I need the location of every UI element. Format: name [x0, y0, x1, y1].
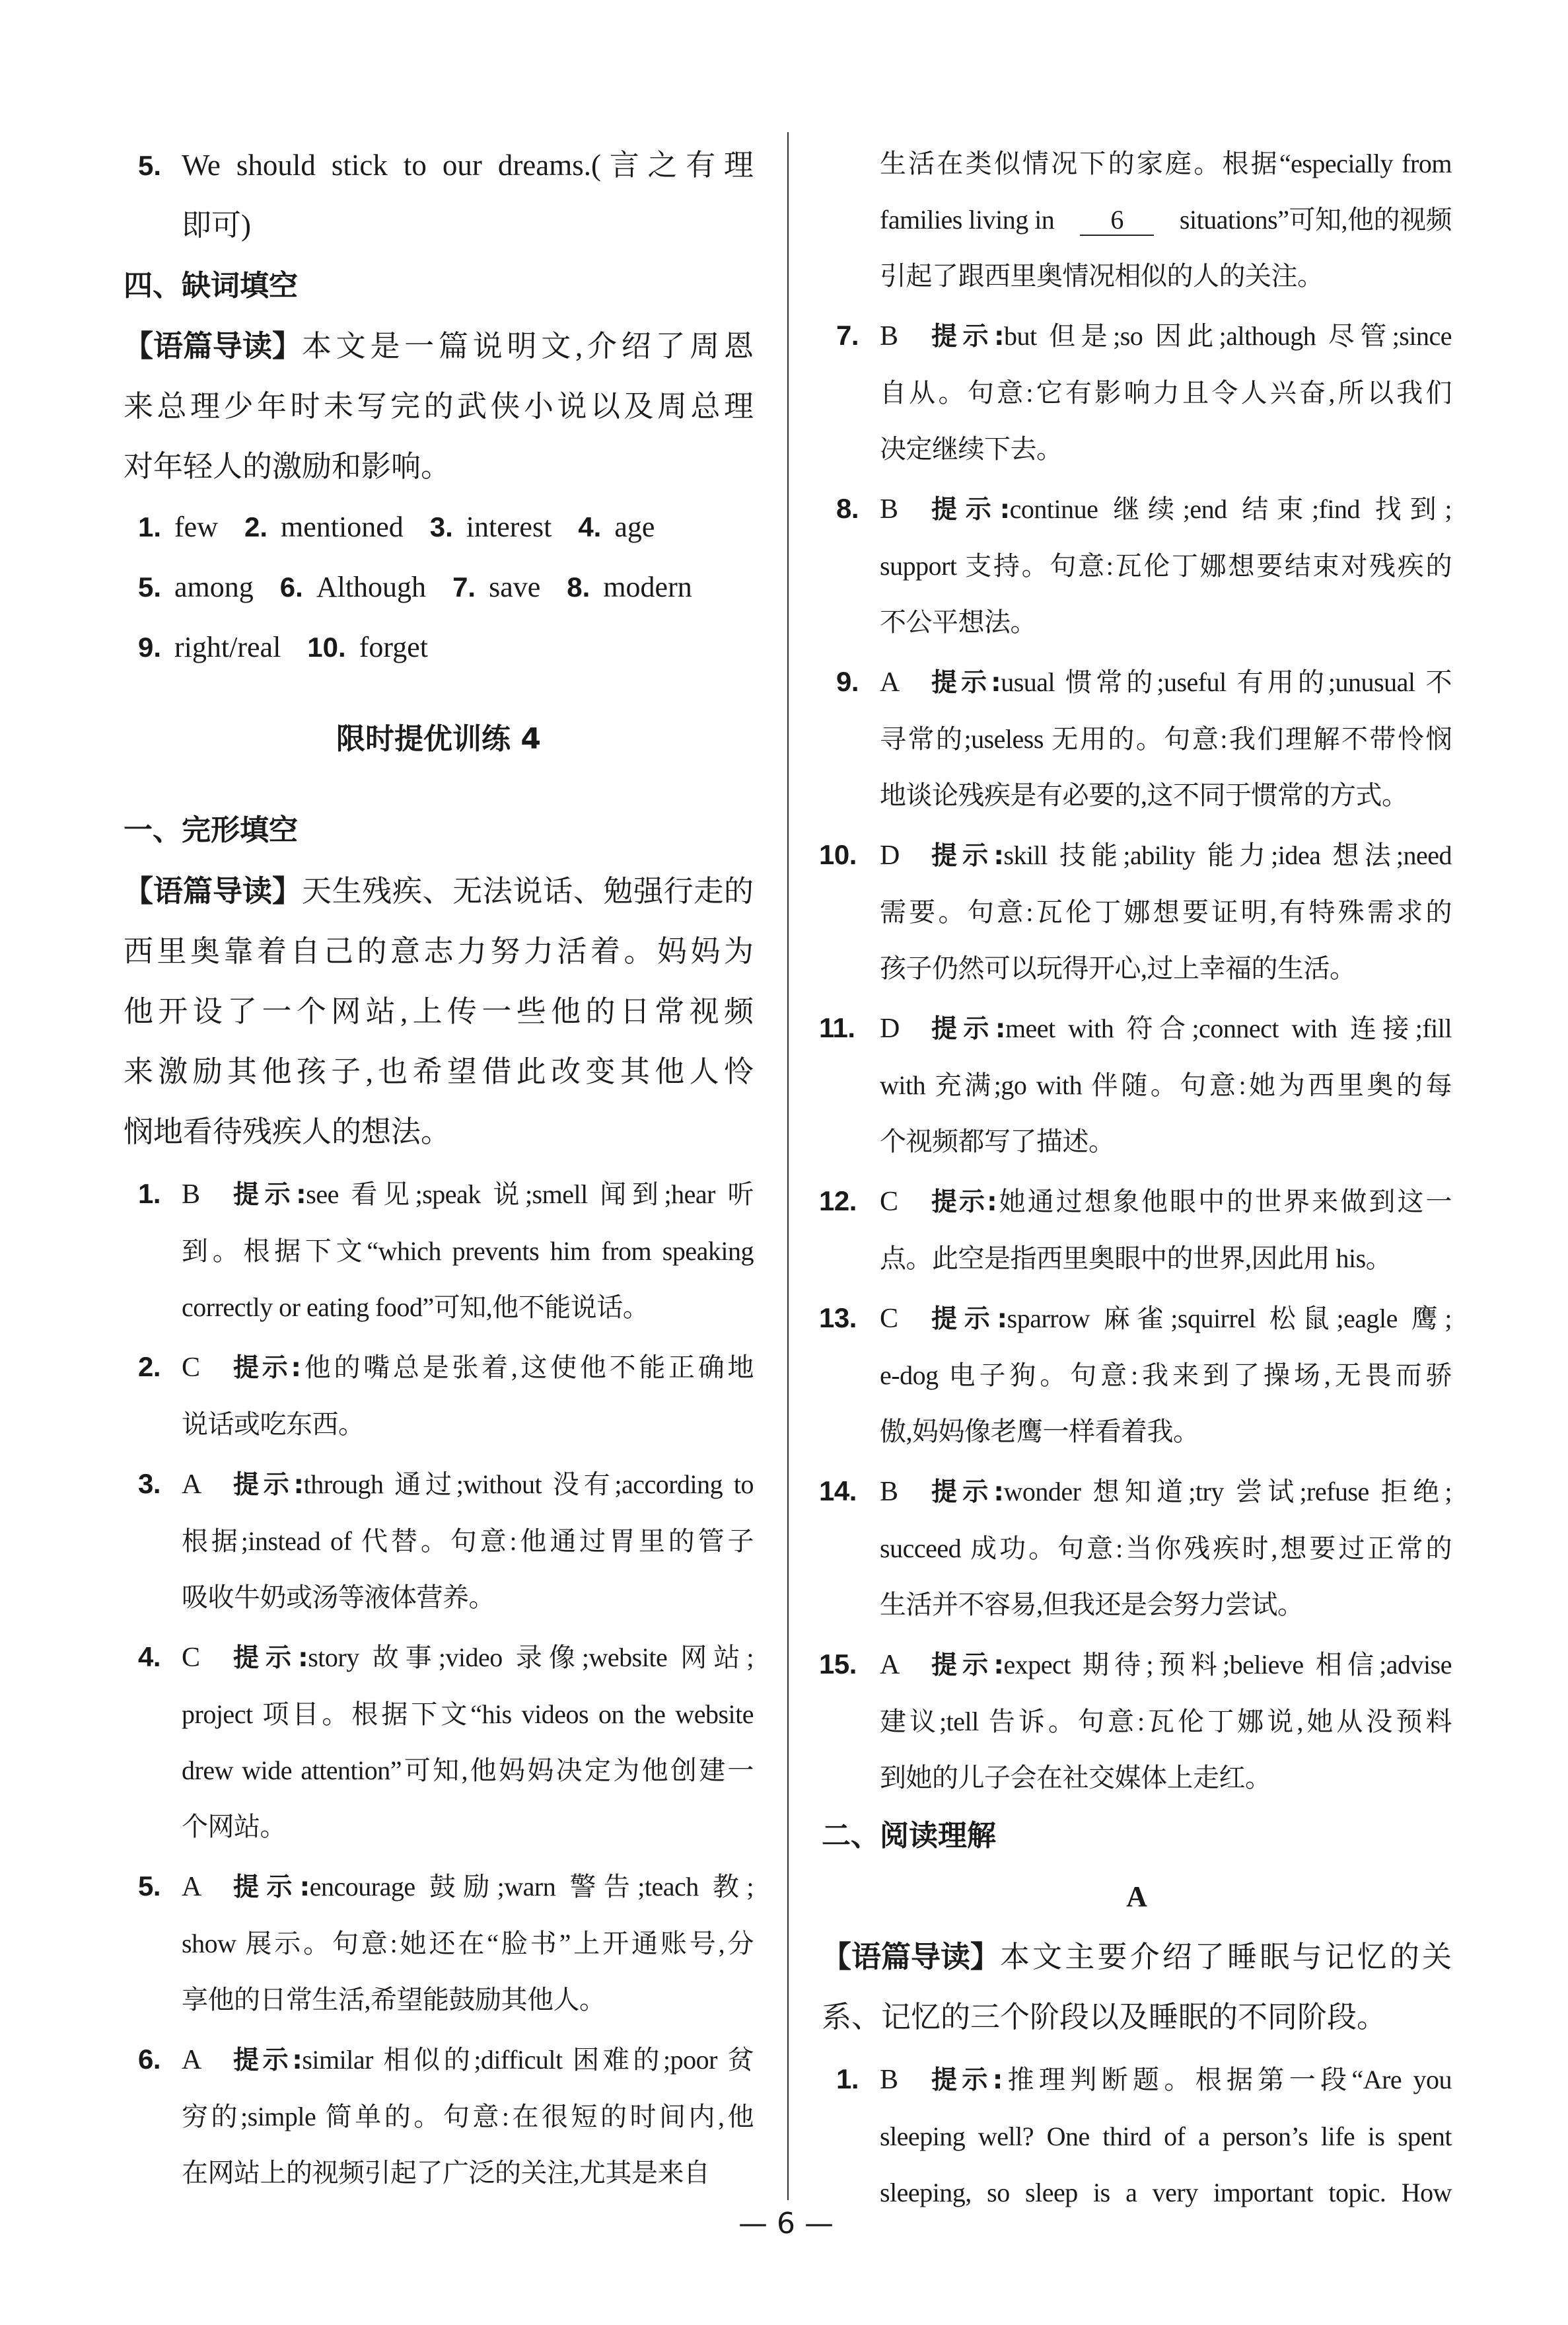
passage-intro [124, 861, 754, 1162]
intro-text: 来激励其他孩子,也希望借此改变其他人怜 [124, 1055, 754, 1088]
answer-item [124, 135, 754, 256]
right-column [819, 135, 1452, 2221]
hint-text: through 通过;without 没有;according to [303, 1469, 754, 1499]
answer-text: 即可) [182, 209, 251, 242]
item-number: 2. [138, 1351, 161, 1382]
hint-text: skill 技能;ability 能力;idea 想法;need [1003, 840, 1452, 870]
hint-label: 提示: [931, 1477, 1004, 1507]
intro-text: 他开设了一个网站,上传一些他的日常视频 [124, 995, 754, 1028]
hint-label: 提示: [931, 322, 1005, 351]
section-heading: 一、完形填空 [124, 813, 298, 847]
hint-text: 决定继续下去。 [880, 434, 1063, 464]
hint-label: 提示: [233, 2046, 303, 2075]
hint-text: e-dog 电子狗。句意:我来到了操场,无畏而骄 [880, 1360, 1452, 1390]
passage-intro [822, 1927, 1452, 2048]
hint-text: 穷的;simple 简单的。句意:在很短的时间内,他 [182, 2102, 754, 2131]
answer-item [124, 1629, 754, 1855]
item-number: 11. [819, 1012, 855, 1043]
intro-label: 【语篇导读】 [124, 328, 303, 363]
left-column [124, 135, 754, 2201]
word-answer: 10. forget [307, 631, 428, 663]
hint-text: see 看见;speak 说;smell 闻到;hear 听 [306, 1179, 754, 1209]
word-answer: 9. right/real [138, 631, 281, 663]
answer-item [822, 307, 1452, 477]
item-number: 4. [138, 1641, 161, 1672]
answer-letter: A [182, 1469, 201, 1500]
answer-letter: B [880, 321, 898, 351]
section-heading: 四、缺词填空 [124, 269, 298, 303]
hint-label: 提示: [931, 495, 1010, 525]
hint-text: succeed 成功。句意:当你残疾时,想要过正常的 [880, 1533, 1452, 1563]
hint-text: but 但是;so 因此;although 尽管;since [1004, 321, 1452, 351]
item-number: 15. [819, 1648, 857, 1679]
hint-text: 说话或吃东西。 [182, 1409, 365, 1439]
hint-text: 在网站上的视频引起了广泛的关注,尤其是来自 [182, 2158, 710, 2188]
hint-text: 点。此空是指西里奥眼中的世界,因此用 his。 [880, 1243, 1392, 1273]
hint-text: 他的嘴总是张着,这使他不能正确地 [301, 1352, 754, 1382]
answer-letter: A [880, 667, 900, 698]
hint-text: 不公平想法。 [880, 607, 1036, 637]
hint-label: 提示: [233, 1180, 306, 1210]
hint-text: 到。根据下文“which prevents him from speaking [182, 1236, 754, 1266]
hint-text: expect 期待;预料;believe 相信;advise [1003, 1650, 1452, 1679]
intro-text: 来总理少年时未写完的武侠小说以及周总理 [124, 390, 754, 423]
hint-text: 个网站。 [182, 1812, 286, 1841]
answer-list [819, 307, 1452, 1806]
word-answer: 2. mentioned [244, 511, 404, 543]
hint-text: families living in [880, 205, 1055, 235]
answer-item [819, 1290, 1452, 1459]
intro-text: 天生残疾、无法说话、勉强行走的 [302, 875, 754, 908]
hint-text: show 展示。句意:她还在“脸书”上开通账号,分 [182, 1929, 754, 1958]
answer-item [819, 1000, 1452, 1169]
answer-item [819, 1636, 1452, 1806]
hint-text: 孩子仍然可以玩得开心,过上幸福的生活。 [880, 953, 1356, 983]
word-answer: 7. save [452, 571, 541, 603]
hint-text: 建议;tell 告诉。句意:瓦伦丁娜说,她从没预料 [880, 1707, 1452, 1736]
answer-item [822, 480, 1452, 650]
word-answer: 6. Although [279, 571, 427, 603]
hint-text: encourage 鼓励;warn 警告;teach 教; [309, 1872, 754, 1901]
hint-label: 提示: [931, 841, 1004, 871]
answer-letter: A [880, 1650, 900, 1680]
passage-intro [124, 316, 754, 497]
answer-item [124, 1456, 754, 1625]
item-number: 13. [819, 1302, 857, 1333]
practice-title: 限时提优训练 4 [336, 722, 541, 756]
passage-label: A [1126, 1880, 1147, 1913]
item-number: 1. [836, 2063, 859, 2094]
answer-item [124, 1165, 754, 1335]
intro-text: 对年轻人的激励和影响。 [124, 450, 451, 483]
item-number: 9. [836, 666, 859, 697]
hint-text: usual 惯常的;useful 有用的;unusual 不 [1001, 667, 1452, 697]
hint-text: 享他的日常生活,希望能鼓励其他人。 [182, 1985, 606, 2014]
hint-text: 寻常的;useless 无用的。句意:我们理解不带怜悯 [880, 724, 1452, 754]
hint-text: wonder 想知道;try 尝试;refuse 拒绝; [1003, 1477, 1452, 1506]
intro-text: 本文主要介绍了睡眠与记忆的关 [1000, 1940, 1452, 1974]
hint-text: meet with 符合;connect with 连接;fill [1005, 1014, 1452, 1043]
hint-label: 提示: [233, 1353, 301, 1383]
hint-text: sleeping, so sleep is a very important topic. How [880, 2178, 1452, 2207]
intro-text: 西里奥靠着自己的意志力努力活着。妈妈为 [124, 935, 754, 968]
answer-item [124, 1858, 754, 2028]
answer-letter: D [880, 1014, 900, 1044]
answer-item [819, 827, 1452, 996]
word-answer: 8. modern [567, 571, 692, 603]
word-answer: 3. interest [429, 511, 552, 543]
word-answer: 1. few [138, 511, 218, 543]
answer-item [124, 2031, 754, 2201]
intro-label: 【语篇导读】 [124, 873, 303, 908]
answer-item [822, 2051, 1452, 2221]
intro-text: 悯地看待残疾人的想法。 [124, 1115, 451, 1148]
answer-text: We should stick to our dreams.(言之有理 [182, 149, 754, 182]
hint-text: continue 继续;end 结束;find 找到; [1009, 494, 1452, 524]
answer-letter: B [880, 2065, 898, 2095]
item-number: 3. [138, 1468, 161, 1499]
item-number: 8. [836, 493, 859, 524]
answer-letter: B [880, 1477, 898, 1507]
word-answer: 4. age [578, 511, 655, 543]
answer-item [124, 1339, 754, 1452]
answer-letter: C [182, 1642, 200, 1673]
hint-text: 引起了跟西里奥情况相似的人的关注。 [880, 261, 1324, 291]
hint-text: sparrow 麻雀;squirrel 松鼠;eagle 鹰; [1007, 1304, 1452, 1333]
page-number: — 6 — [738, 2207, 834, 2240]
hint-text: situations”可知,他的视频 [1179, 205, 1452, 235]
answer-letter: C [880, 1304, 898, 1334]
hint-text: 她通过想象他眼中的世界来做到这一 [997, 1187, 1452, 1216]
hint-text: 根据;instead of 代替。句意:他通过胃里的管子 [182, 1526, 754, 1556]
hint-text: 吸收牛奶或汤等液体营养。 [182, 1582, 495, 1612]
hint-text: project 项目。根据下文“his videos on the website [182, 1699, 754, 1729]
hint-label: 提示: [931, 668, 1001, 698]
answer-letter: B [880, 494, 898, 525]
hint-label: 提示: [931, 1014, 1005, 1044]
hint-label: 提示: [931, 2065, 1003, 2095]
hint-text: sleeping well? One third of a person’s life is spent [880, 2122, 1452, 2151]
answer-letter: D [880, 840, 900, 871]
answer-item [819, 1463, 1452, 1633]
hint-text: 个视频都写了描述。 [880, 1126, 1115, 1156]
hint-text: correctly or eating food”可知,他不能说话。 [182, 1292, 649, 1322]
answer-item [822, 653, 1452, 823]
hint-text: drew wide attention”可知,他妈妈决定为他创建一 [182, 1755, 754, 1785]
hint-label: 提示: [931, 1650, 1004, 1680]
intro-text: 系、记忆的三个阶段以及睡眠的不同阶段。 [822, 2001, 1387, 2034]
hint-label: 提示: [233, 1872, 310, 1902]
answer-letter: C [880, 1187, 898, 1217]
hint-label: 提示: [931, 1187, 997, 1217]
intro-text: 本文是一篇说明文,介绍了周恩 [302, 330, 754, 363]
hint-text: 到她的儿子会在社交媒体上走红。 [880, 1763, 1271, 1792]
column-divider [787, 132, 789, 2200]
hint-text: 需要。句意:瓦伦丁娜想要证明,有特殊需求的 [880, 897, 1452, 927]
word-answer: 5. among [138, 571, 254, 603]
answer-item-continued [822, 135, 1452, 304]
item-number: 5. [138, 1870, 161, 1901]
word-answers [124, 497, 754, 677]
answer-letter: B [182, 1179, 200, 1210]
hint-text: similar 相似的;difficult 困难的;poor 贫 [302, 2045, 754, 2075]
item-number: 12. [819, 1185, 857, 1216]
answer-list [124, 1165, 754, 2201]
item-number: 1. [138, 1178, 161, 1209]
item-number: 7. [836, 320, 859, 351]
hint-text: with 充满;go with 伴随。句意:她为西里奥的每 [880, 1070, 1452, 1100]
item-number: 10. [819, 839, 857, 870]
intro-label: 【语篇导读】 [822, 1939, 1001, 1974]
hint-text: 地谈论残疾是有必要的,这不同于惯常的方式。 [880, 780, 1408, 810]
hint-text: story 故事;video 录像;website 网站; [308, 1642, 754, 1672]
hint-label: 提示: [233, 1643, 308, 1673]
hint-text: 自从。句意:它有影响力且令人兴奋,所以我们 [880, 378, 1452, 408]
hint-label: 提示: [233, 1470, 304, 1500]
hint-text: support 支持。句意:瓦伦丁娜想要结束对残疾的 [880, 551, 1452, 581]
item-number: 14. [819, 1475, 857, 1506]
answer-letter: A [182, 2045, 201, 2075]
blank-6: 6 [1080, 205, 1154, 236]
item-number: 6. [138, 2044, 161, 2075]
hint-label: 提示: [931, 1304, 1007, 1334]
hint-text: 推理判断题。根据第一段“Are you [1002, 2065, 1452, 2094]
hint-text: 生活在类似情况下的家庭。根据“especially from [880, 149, 1452, 178]
section-heading: 二、阅读理解 [822, 1819, 996, 1853]
answer-item [819, 1173, 1452, 1286]
answer-letter: C [182, 1352, 200, 1383]
hint-text: 生活并不容易,但我还是会努力尝试。 [880, 1590, 1304, 1619]
item-number: 5. [138, 150, 162, 181]
hint-text: 傲,妈妈像老鹰一样看着我。 [880, 1417, 1199, 1446]
answer-letter: A [182, 1872, 201, 1902]
